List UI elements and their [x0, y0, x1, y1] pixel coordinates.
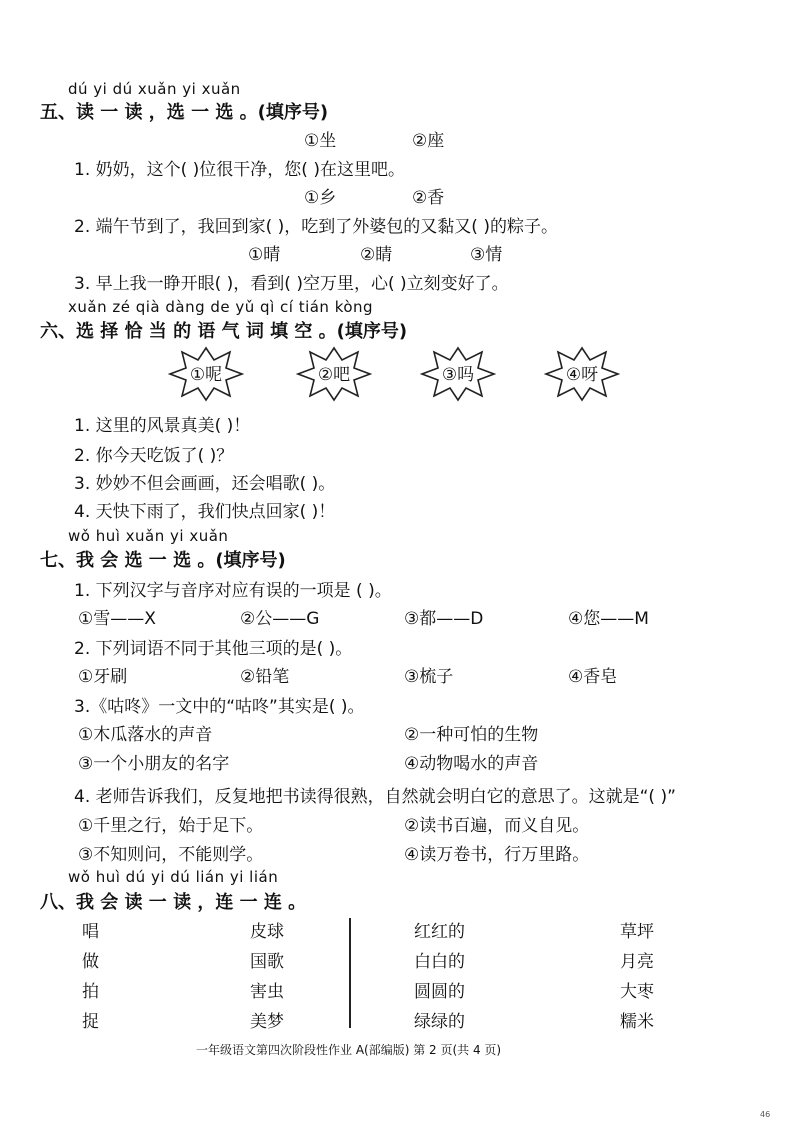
- sec6-pinyin: xuǎn zé qià dàng de yǔ qì cí tián kòng: [68, 298, 374, 316]
- match-adj-3: 圆圆的: [414, 982, 465, 1002]
- corner-mark: 46: [760, 1110, 771, 1119]
- sec5-pinyin: dú yi dú xuǎn yi xuǎn: [68, 80, 241, 98]
- sec5-q2: 2. 端午节到了，我回到家( )，吃到了外婆包的又黏又( )的粽子。: [74, 217, 558, 237]
- sec5-q3-opt2: ②睛: [360, 245, 393, 265]
- sec7-q4-opt2: ②读书百遍，而义自见。: [404, 816, 590, 836]
- sec8-title: 八、我 会 读 一 读 ，连 一 连 。: [40, 892, 307, 913]
- star-label: ②吧: [317, 365, 351, 385]
- sec5-q1: 1. 奶奶，这个( )位很干净，您( )在这里吧。: [74, 160, 405, 180]
- sec7-q4-opt4: ④读万卷书，行万里路。: [404, 845, 590, 865]
- match-adj-1: 红红的: [414, 922, 465, 942]
- match-verb-4: 捉: [82, 1012, 99, 1032]
- sec6-q3: 3. 妙妙不但会画画，还会唱歌( )。: [74, 474, 336, 494]
- sec5-q2-opt1: ①乡: [304, 188, 337, 208]
- sec7-q3-opt3: ③一个小朋友的名字: [78, 754, 230, 774]
- sec5-q2-opt2: ②香: [412, 188, 445, 208]
- sec5-q3-opt1: ①晴: [248, 245, 281, 265]
- sec7-q2-opt3: ③梳子: [404, 667, 454, 687]
- sec7-q2: 2. 下列词语不同于其他三项的是( )。: [74, 639, 353, 659]
- sec7-q1-opt3: ③都——D: [404, 609, 484, 629]
- star-label: ④呀: [565, 365, 599, 385]
- sec7-q2-opt2: ②铅笔: [240, 667, 290, 687]
- sec7-q4-opt1: ①千里之行，始于足下。: [78, 816, 264, 836]
- match-thing-2: 月亮: [620, 952, 654, 972]
- page-footer: 一年级语文第四次阶段性作业 A(部编版) 第 2 页(共 4 页): [196, 1043, 502, 1057]
- sec7-q1-opt4: ④您——M: [568, 609, 649, 629]
- sec5-q3: 3. 早上我一睁开眼( )，看到( )空万里，心( )立刻变好了。: [74, 274, 509, 294]
- sec7-q3-opt2: ②一种可怕的生物: [404, 725, 539, 745]
- sec7-q4-opt3: ③不知则问，不能则学。: [78, 845, 264, 865]
- sec5-q3-opt3: ③情: [470, 245, 503, 265]
- star-option-2: [296, 346, 372, 402]
- match-thing-1: 草坪: [620, 922, 654, 942]
- sec8-pinyin: wǒ huì dú yi dú lián yi lián: [68, 868, 279, 886]
- sec6-title: 六、选 择 恰 当 的 语 气 词 填 空 。(填序号): [40, 321, 408, 342]
- match-verb-3: 拍: [82, 982, 99, 1002]
- star-option-1: [168, 346, 244, 402]
- sec7-q2-opt4: ④香皂: [568, 667, 618, 687]
- sec6-q2: 2. 你今天吃饭了( )？: [74, 446, 234, 466]
- match-noun-3: 害虫: [250, 982, 284, 1002]
- star-option-3: [420, 346, 496, 402]
- match-verb-1: 唱: [82, 922, 99, 942]
- sec7-q2-opt1: ①牙刷: [78, 667, 128, 687]
- match-noun-1: 皮球: [250, 922, 284, 942]
- match-verb-2: 做: [82, 952, 99, 972]
- sec6-q4: 4. 天快下雨了，我们快点回家( )！: [74, 502, 336, 522]
- star-label: ③吗: [441, 365, 475, 385]
- sec7-q1-opt1: ①雪——X: [78, 609, 156, 629]
- sec7-q1-opt2: ②公——G: [240, 609, 320, 629]
- sec7-q4: 4. 老师告诉我们，反复地把书读得很熟，自然就会明白它的意思了。这就是“( )”: [74, 787, 676, 807]
- match-adj-2: 白白的: [414, 952, 465, 972]
- sec7-q3-opt1: ①木瓜落水的声音: [78, 725, 213, 745]
- match-noun-4: 美梦: [250, 1012, 284, 1032]
- match-noun-2: 国歌: [250, 952, 284, 972]
- match-adj-4: 绿绿的: [414, 1012, 465, 1032]
- sec5-q1-opt1: ①坐: [304, 131, 337, 151]
- sec5-q1-opt2: ②座: [412, 131, 445, 151]
- match-thing-3: 大枣: [620, 982, 654, 1002]
- star-option-4: [544, 346, 620, 402]
- sec7-title: 七、我 会 选 一 选 。(填序号): [40, 550, 286, 571]
- sec7-pinyin: wǒ huì xuǎn yi xuǎn: [68, 527, 229, 545]
- column-divider: [349, 918, 351, 1028]
- sec6-q1: 1. 这里的风景真美( )！: [74, 416, 251, 436]
- match-thing-4: 糯米: [620, 1012, 654, 1032]
- sec7-q3-opt4: ④动物喝水的声音: [404, 754, 539, 774]
- sec7-q1: 1. 下列汉字与音序对应有误的一项是 ( )。: [74, 581, 392, 601]
- sec7-q3: 3.《咕咚》一文中的“咕咚”其实是( )。: [74, 697, 365, 717]
- star-label: ①呢: [189, 365, 223, 385]
- sec5-title: 五、读 一 读 ，选 一 选 。(填序号): [40, 102, 329, 123]
